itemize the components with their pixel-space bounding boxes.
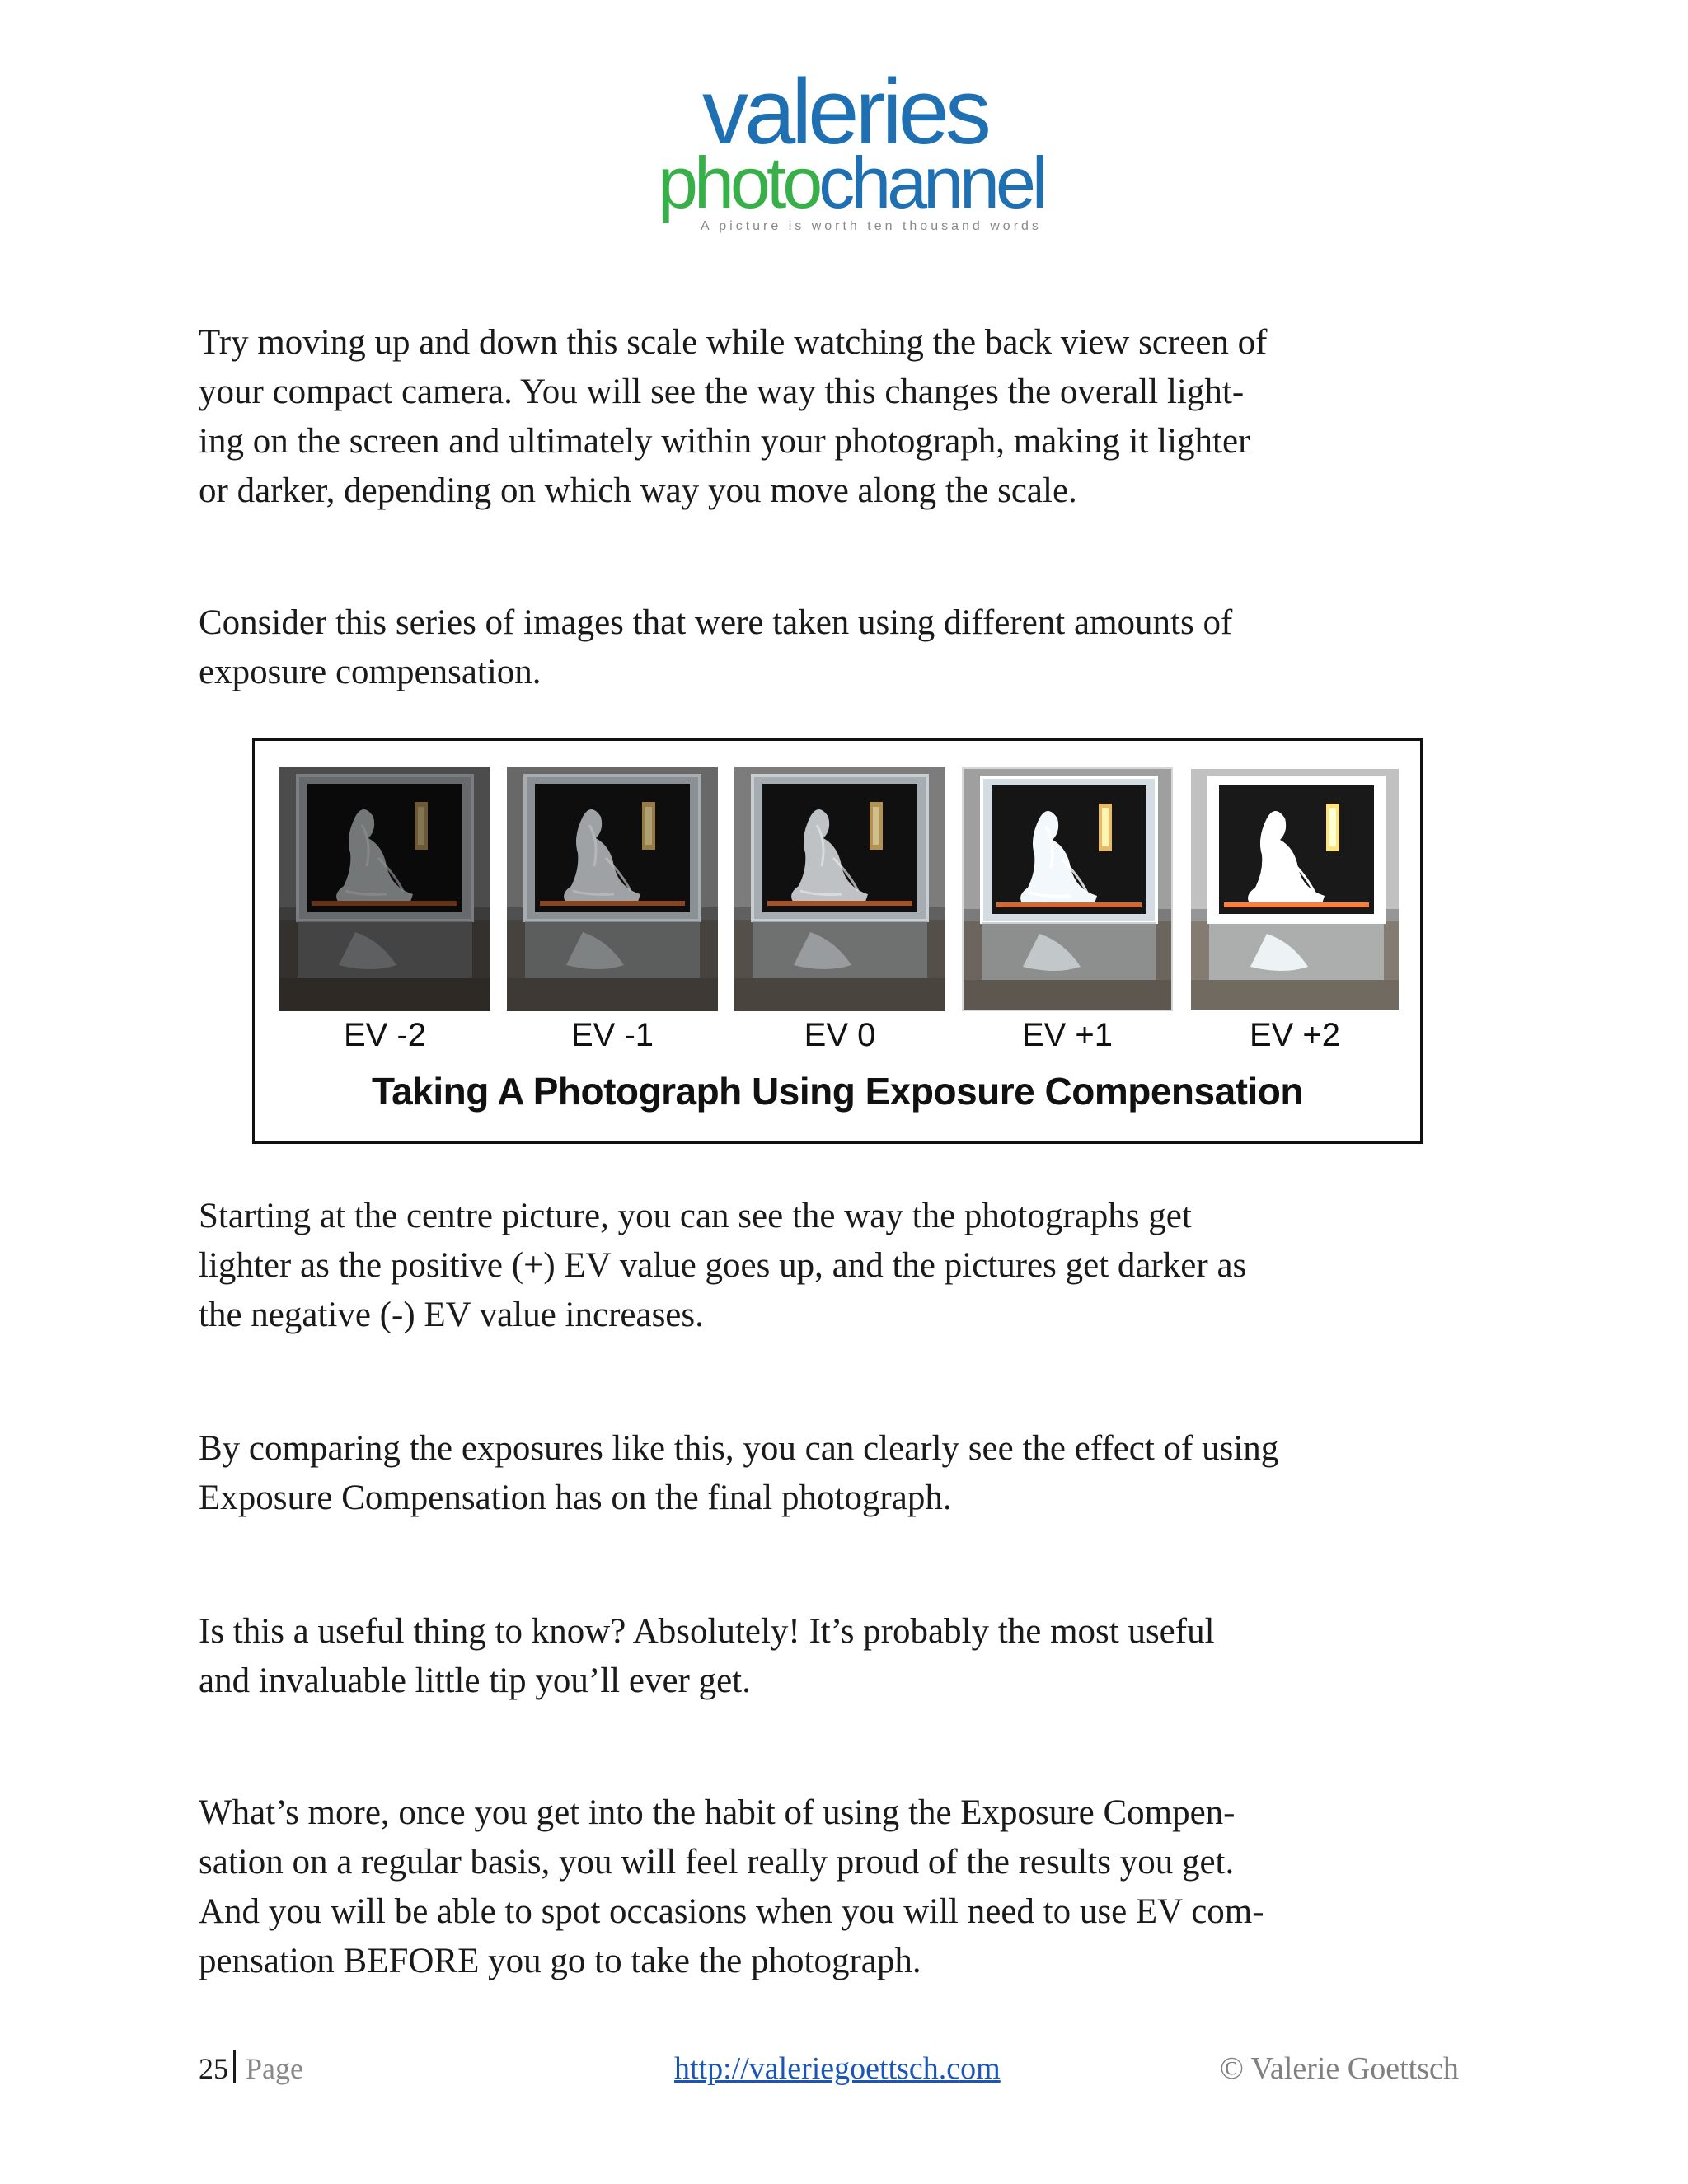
paragraph-starting-centre <box>199 1192 1501 1340</box>
text-line: Is this a useful thing to know? Absolutely! It’s probably the most useful <box>199 1612 1215 1651</box>
exposure-photo <box>1189 767 1400 1011</box>
figure-caption: Taking A Photograph Using Exposure Compensation <box>372 1070 1303 1113</box>
logo-tagline: A picture is worth ten thousand words <box>701 219 1042 233</box>
text-line: lighter as the positive (+) EV value goes up, and the pictures get darker as <box>199 1246 1247 1285</box>
text-line: Starting at the centre picture, you can see the way the photographs get <box>199 1197 1192 1235</box>
text-line: What’s more, once you get into the habit of using the Exposure Compen- <box>199 1793 1236 1832</box>
footer-page-number <box>199 2050 303 2086</box>
text-line: By comparing the exposures like this, you can clearly see the effect of using <box>199 1429 1279 1468</box>
paragraph-useful-thing <box>199 1607 1501 1706</box>
logo-wordmark-photochannel <box>658 142 1044 223</box>
text-line: And you will be able to spot occasions when you will need to use EV com- <box>199 1892 1264 1931</box>
text-line: or darker, depending on which way you move along the scale. <box>199 471 1077 510</box>
footer-website-link[interactable]: http://valeriegoettsch.com <box>674 2051 1001 2086</box>
text-line: exposure compensation. <box>199 653 542 691</box>
exposure-photo <box>962 767 1173 1011</box>
exposure-compensation-figure <box>252 738 1423 1144</box>
ev-label: EV 0 <box>804 1017 876 1053</box>
ev-label: EV +2 <box>1249 1017 1341 1053</box>
text-line: Consider this series of images that were taken using different amounts of <box>199 603 1233 642</box>
text-line: the negative (-) EV value increases. <box>199 1296 704 1334</box>
text-line: and invaluable little tip you’ll ever get. <box>199 1661 751 1700</box>
text-line: sation on a regular basis, you will feel really proud of the results you get. <box>199 1843 1235 1882</box>
page-number: 25 <box>199 2052 228 2085</box>
text-line: Exposure Compensation has on the final photograph. <box>199 1479 952 1517</box>
footer-separator <box>233 2050 236 2083</box>
paragraph-try-moving <box>199 318 1501 516</box>
paragraph-whats-more <box>199 1788 1501 1986</box>
logo-wordmark-valeries: valeries <box>702 60 987 163</box>
text-line: your compact camera. You will see the way this changes the overall light- <box>199 373 1245 411</box>
ev-label: EV -1 <box>570 1017 654 1053</box>
text-line: pensation BEFORE you go to take the photograph. <box>199 1942 921 1980</box>
exposure-photo <box>279 767 490 1011</box>
ev-label: EV -2 <box>343 1017 427 1053</box>
text-line: Try moving up and down this scale while watching the back view screen of <box>199 323 1268 362</box>
exposure-photo <box>734 767 945 1011</box>
footer-copyright: © Valerie Goettsch <box>1220 2051 1459 2086</box>
exposure-photo <box>507 767 718 1011</box>
ev-label: EV +1 <box>1021 1017 1114 1053</box>
logo-word-channel: channel <box>818 142 1044 223</box>
text-line: ing on the screen and ultimately within your photograph, making it lighter <box>199 422 1250 461</box>
logo-word-photo: photo <box>658 142 819 223</box>
page-word: Page <box>246 2052 303 2085</box>
paragraph-by-comparing <box>199 1424 1501 1523</box>
site-logo <box>651 60 1047 239</box>
paragraph-consider-series <box>199 598 1501 697</box>
